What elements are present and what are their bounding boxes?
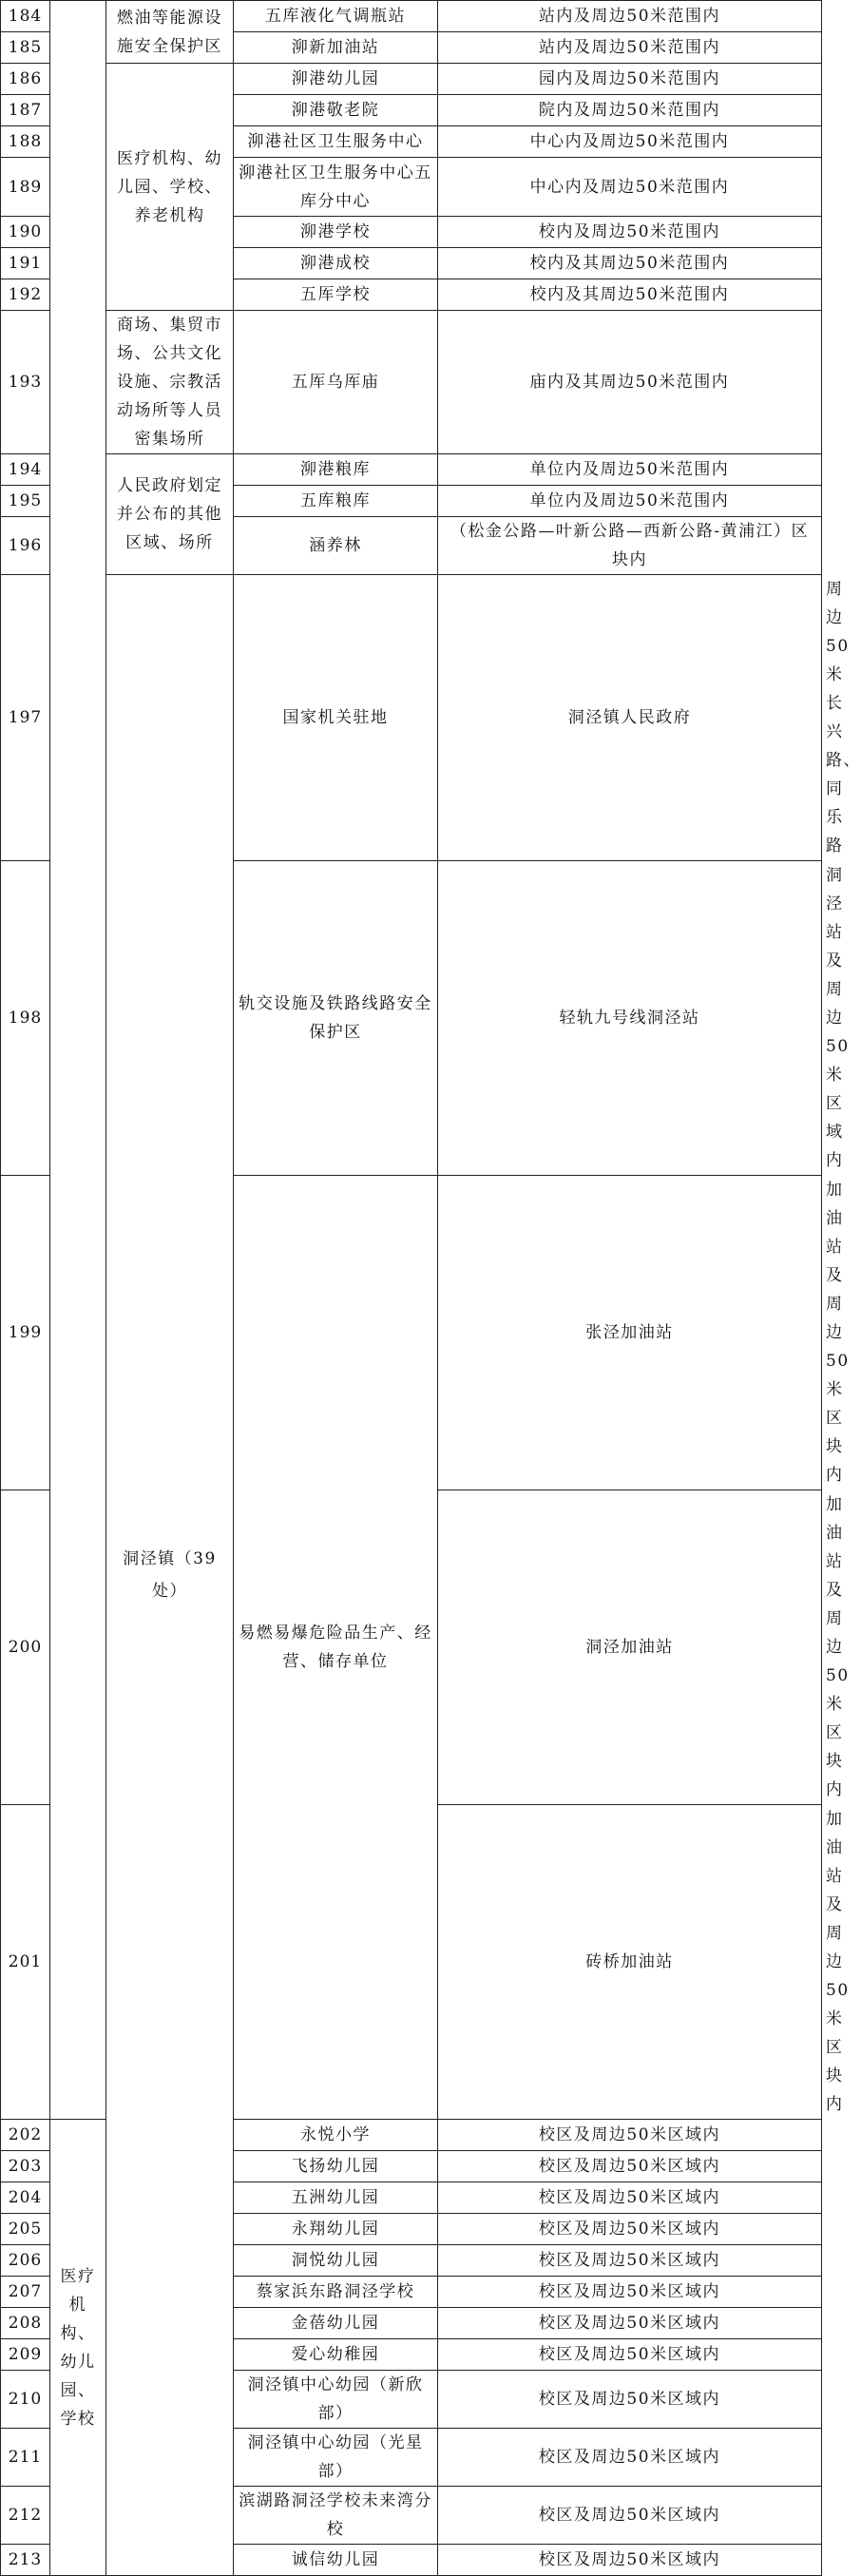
site-name: 泖港粮库 <box>234 454 438 486</box>
row-number: 213 <box>1 2545 50 2576</box>
site-name: 泖港社区卫生服务中心五库分中心 <box>234 158 438 217</box>
zone-scope: 校区及周边50米区域内 <box>438 2277 822 2308</box>
row-number: 186 <box>1 64 50 95</box>
row-number: 191 <box>1 248 50 279</box>
zone-scope: 中心内及周边50米范围内 <box>438 126 822 158</box>
row-number: 212 <box>1 2487 50 2545</box>
row-number: 201 <box>1 1805 50 2120</box>
zone-scope: 校区及周边50米区域内 <box>438 2429 822 2487</box>
site-name: 滨湖路洞泾学校未来湾分校 <box>234 2487 438 2545</box>
zone-scope: 校区及周边50米区域内 <box>438 2120 822 2151</box>
site-name: 五库粮库 <box>234 486 438 517</box>
row-number: 192 <box>1 279 50 311</box>
row-number: 185 <box>1 32 50 64</box>
site-name: 飞扬幼儿园 <box>234 2151 438 2182</box>
zone-scope: 院内及周边50米范围内 <box>438 95 822 126</box>
site-name: 泖新加油站 <box>234 32 438 64</box>
site-name: 金蓓幼儿园 <box>234 2308 438 2339</box>
row-number: 199 <box>1 1176 50 1490</box>
site-name: 洞悦幼儿园 <box>234 2245 438 2277</box>
zone-scope: 校区及周边50米区域内 <box>438 2545 822 2576</box>
zone-scope: 校内及其周边50米范围内 <box>438 279 822 311</box>
site-name: 五洲幼儿园 <box>234 2182 438 2214</box>
table-row: 197 洞泾镇（39处） 国家机关驻地 洞泾镇人民政府 周边50米长兴路、同乐路 <box>1 575 822 861</box>
table-row <box>1 1 822 32</box>
category-cell: 医疗机构、幼儿园、学校、养老机构 <box>106 64 234 311</box>
row-number: 200 <box>1 1490 50 1805</box>
zone-scope: （松金公路—叶新公路—西新公路-黄浦江）区块内 <box>438 517 822 575</box>
site-name: 五厍学校 <box>234 279 438 311</box>
site-name: 爱心幼稚园 <box>234 2339 438 2371</box>
site-name: 诚信幼儿园 <box>234 2545 438 2576</box>
row-number: 188 <box>1 126 50 158</box>
category-cell: 易燃易爆危险品生产、经营、储存单位 <box>234 1176 438 2120</box>
zone-scope: 校区及周边50米区域内 <box>438 2214 822 2245</box>
site-name: 洞泾镇人民政府 <box>438 575 822 861</box>
site-name: 轻轨九号线洞泾站 <box>438 861 822 1176</box>
zone-scope: 校区及周边50米区域内 <box>438 2308 822 2339</box>
table-row: 199 易燃易爆危险品生产、经营、储存单位 张泾加油站 加油站及周边50米区块内 <box>1 1176 822 1490</box>
zone-scope: 校区及周边50米区域内 <box>438 2371 822 2429</box>
site-name: 涵养林 <box>234 517 438 575</box>
table-row <box>1 311 822 454</box>
row-number: 189 <box>1 158 50 217</box>
row-number: 202 <box>1 2120 50 2151</box>
row-number: 204 <box>1 2182 50 2214</box>
row-number: 208 <box>1 2308 50 2339</box>
category-cell: 燃油等能源设施安全保护区 <box>106 1 234 64</box>
row-number: 198 <box>1 861 50 1176</box>
zone-scope: 校区及周边50米区域内 <box>438 2487 822 2545</box>
zone-scope: 中心内及周边50米范围内 <box>438 158 822 217</box>
row-number: 194 <box>1 454 50 486</box>
site-name: 泖港社区卫生服务中心 <box>234 126 438 158</box>
row-number: 206 <box>1 2245 50 2277</box>
zone-scope: 园内及周边50米范围内 <box>438 64 822 95</box>
row-number: 187 <box>1 95 50 126</box>
site-name: 泖港幼儿园 <box>234 64 438 95</box>
category-cell: 轨交设施及铁路线路安全保护区 <box>234 861 438 1176</box>
site-name: 张泾加油站 <box>438 1176 822 1490</box>
category-cell: 国家机关驻地 <box>234 575 438 861</box>
site-name: 洞泾镇中心幼园（新欣部） <box>234 2371 438 2429</box>
row-number: 211 <box>1 2429 50 2487</box>
zone-scope: 校区及周边50米区域内 <box>438 2151 822 2182</box>
table-row: 200 洞泾加油站 加油站及周边50米区块内 <box>1 1490 822 1805</box>
zone-scope: 校内及其周边50米范围内 <box>438 248 822 279</box>
zone-scope: 站内及周边50米范围内 <box>438 1 822 32</box>
town-cell: 洞泾镇（39处） <box>106 575 234 2576</box>
zone-scope: 校内及周边50米范围内 <box>438 217 822 248</box>
zone-scope: 校区及周边50米区域内 <box>438 2182 822 2214</box>
row-number: 193 <box>1 311 50 454</box>
table-row: 198 轨交设施及铁路线路安全保护区 轻轨九号线洞泾站 洞泾站及周边50米区域内 <box>1 861 822 1176</box>
row-number: 205 <box>1 2214 50 2245</box>
zone-scope: 单位内及周边50米范围内 <box>438 454 822 486</box>
site-name: 五库液化气调瓶站 <box>234 1 438 32</box>
zone-scope: 校区及周边50米区域内 <box>438 2339 822 2371</box>
zone-scope: 站内及周边50米范围内 <box>438 32 822 64</box>
site-name: 永悦小学 <box>234 2120 438 2151</box>
site-name: 泖港学校 <box>234 217 438 248</box>
row-number: 203 <box>1 2151 50 2182</box>
site-name: 永翔幼儿园 <box>234 2214 438 2245</box>
row-number: 209 <box>1 2339 50 2371</box>
category-cell: 商场、集贸市场、公共文化设施、宗教活动场所等人员密集场所 <box>106 311 234 454</box>
row-number: 210 <box>1 2371 50 2429</box>
row-number: 197 <box>1 575 50 861</box>
zone-scope: 庙内及其周边50米范围内 <box>438 311 822 454</box>
zone-scope: 单位内及周边50米范围内 <box>438 486 822 517</box>
site-name: 砖桥加油站 <box>438 1805 822 2120</box>
site-name: 五厍乌厍庙 <box>234 311 438 454</box>
row-number: 184 <box>1 1 50 32</box>
town-cell-empty <box>50 1 106 2120</box>
row-number: 207 <box>1 2277 50 2308</box>
category-cell: 医疗机构、幼儿园、学校 <box>50 2120 106 2576</box>
site-name: 洞泾镇中心幼园（光星部） <box>234 2429 438 2487</box>
row-number: 196 <box>1 517 50 575</box>
site-name: 泖港敬老院 <box>234 95 438 126</box>
row-number: 190 <box>1 217 50 248</box>
table-row <box>1 64 822 95</box>
table-row: 201 砖桥加油站 加油站及周边50米区块内 <box>1 1805 822 2120</box>
site-name: 洞泾加油站 <box>438 1490 822 1805</box>
category-cell: 人民政府划定并公布的其他区域、场所 <box>106 454 234 575</box>
row-number: 195 <box>1 486 50 517</box>
site-name: 蔡家浜东路洞泾学校 <box>234 2277 438 2308</box>
zone-scope: 校区及周边50米区域内 <box>438 2245 822 2277</box>
site-name: 泖港成校 <box>234 248 438 279</box>
table-row <box>1 454 822 486</box>
